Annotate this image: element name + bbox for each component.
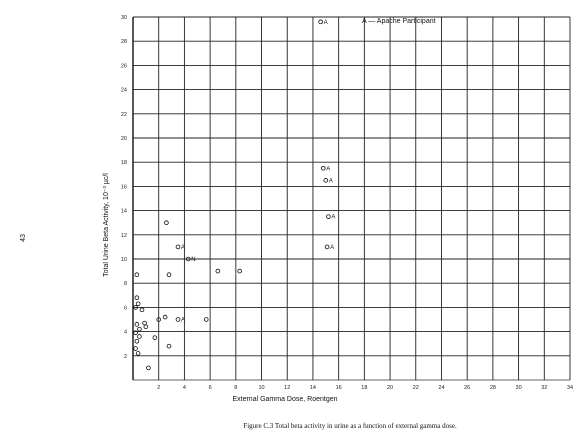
x-tick-label: 2 (157, 385, 161, 391)
x-tick-label: 34 (566, 385, 574, 391)
legend (362, 18, 436, 25)
page-number: 43 (20, 234, 27, 242)
point-label: A (180, 244, 186, 251)
y-tick-label: 8 (123, 281, 127, 288)
data-point (204, 318, 208, 322)
data-point (326, 215, 335, 221)
x-tick-label: 4 (182, 385, 186, 391)
y-tick-label: 10 (120, 257, 127, 263)
legend-text: A — Apache Participant (362, 18, 436, 25)
x-tick-label: 18 (361, 385, 368, 391)
point-label: A (328, 178, 333, 185)
y-axis-label: Total Urine Beta Activity, 10⁻³ µc/l (103, 173, 110, 277)
y-tick-label: 30 (120, 15, 127, 21)
data-point (135, 296, 139, 300)
point-marker (176, 245, 180, 249)
point-marker (324, 178, 328, 182)
x-tick-label: 30 (515, 385, 522, 391)
point-marker (147, 366, 151, 370)
x-tick-label: 22 (412, 385, 419, 391)
y-tick-label: 18 (120, 160, 127, 167)
point-marker (143, 321, 147, 325)
y-tick-label: 22 (120, 111, 127, 118)
data-point (176, 245, 185, 251)
point-marker (138, 335, 142, 339)
data-point (135, 322, 139, 326)
point-marker (167, 344, 171, 348)
y-tick-label: 26 (120, 63, 127, 70)
point-label: A (180, 317, 186, 324)
x-axis-label: External Gamma Dose, Roentgen (232, 396, 338, 403)
point-marker (153, 336, 157, 340)
data-point (147, 366, 151, 370)
data-point (138, 327, 142, 331)
point-marker (134, 347, 138, 351)
point-marker (140, 308, 144, 312)
y-tick-label: 12 (120, 232, 127, 239)
data-point (153, 336, 157, 340)
x-tick-label: 26 (464, 385, 471, 391)
point-marker (138, 327, 142, 331)
point-marker (135, 322, 139, 326)
point-marker (135, 339, 139, 343)
point-marker (325, 245, 329, 249)
x-tick-label: 32 (541, 385, 548, 391)
data-point (143, 321, 147, 325)
y-tick-label: 4 (123, 329, 127, 336)
x-tick-label: 12 (284, 385, 291, 391)
point-marker (176, 318, 180, 322)
data-point (135, 273, 139, 277)
point-marker (326, 215, 330, 219)
point-marker (165, 221, 169, 225)
y-tick-label: 16 (120, 184, 127, 191)
y-tick-label: 6 (123, 305, 127, 312)
data-point (163, 315, 167, 319)
point-marker (135, 296, 139, 300)
x-tick-label: 8 (234, 385, 238, 391)
data-point (176, 318, 185, 324)
x-tick-label: 10 (258, 385, 265, 391)
point-label: N (191, 257, 196, 263)
point-label: A (331, 214, 336, 221)
y-tick-label: 24 (120, 87, 127, 94)
data-point (325, 245, 334, 251)
grid (133, 17, 570, 380)
data-point (167, 344, 171, 348)
point-label: A (323, 19, 328, 26)
data-point (165, 221, 169, 225)
y-tick-label: 14 (120, 208, 127, 215)
tick-labels (121, 15, 573, 391)
point-marker (163, 315, 167, 319)
data-point (324, 178, 333, 184)
x-tick-label: 20 (386, 385, 394, 391)
data-point (167, 273, 171, 277)
point-marker (238, 269, 242, 273)
data-point (238, 269, 242, 273)
point-marker (136, 351, 140, 355)
x-tick-label: 14 (309, 385, 317, 391)
data-point (140, 308, 144, 312)
data-point (135, 339, 139, 343)
point-label: A (330, 244, 335, 251)
data-point (136, 302, 140, 306)
data-point (134, 347, 138, 351)
point-marker (321, 166, 325, 170)
point-marker (144, 325, 148, 329)
point-marker (319, 20, 323, 24)
x-tick-label: 6 (208, 385, 212, 391)
y-tick-label: 28 (120, 39, 127, 46)
point-marker (204, 318, 208, 322)
x-tick-label: 24 (438, 385, 445, 391)
x-tick-label: 28 (489, 385, 496, 391)
data-point (138, 335, 142, 339)
figure-caption: Figure C.3 Total beta activity in urine as a function of external gamma dose. (243, 422, 457, 430)
data-point (216, 269, 220, 273)
data-point (321, 166, 330, 172)
data-point (319, 20, 328, 26)
y-tick-label: 2 (123, 353, 127, 360)
data-point (144, 325, 148, 329)
y-tick-label: 20 (120, 136, 127, 142)
point-marker (167, 273, 171, 277)
data-points (134, 20, 336, 370)
data-point (136, 351, 140, 355)
data-point (186, 257, 195, 263)
point-label: A (326, 166, 331, 173)
point-marker (136, 302, 140, 306)
point-marker (135, 273, 139, 277)
point-marker (216, 269, 220, 273)
x-tick-label: 16 (335, 385, 342, 391)
